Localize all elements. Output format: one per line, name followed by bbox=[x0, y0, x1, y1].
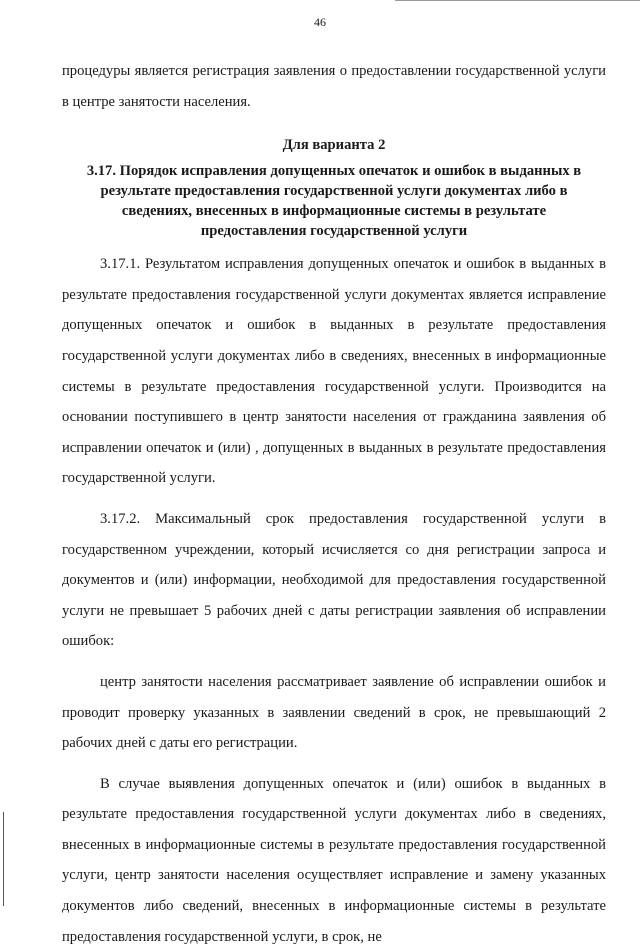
paragraph-correction-case: В случае выявления допущенных опечаток и (или) ошибок в выданных в результате предоставления государственной услуги документах либо в сведениях, внесенных в информационные системы в результате предоставления государственной услуги, центр занятости населения осуществляет исправление и замену указанных документов либо сведений, внесенных в информационные системы в результате предоставления государственной услуги, в срок, не bbox=[62, 775, 606, 945]
variant-title: Для варианта 2 bbox=[282, 137, 386, 154]
document-body bbox=[62, 56, 606, 952]
paragraph-review-term: центр занятости населения рассматривает заявление об исправлении ошибок и проводит проверку указанных в заявлении сведений в срок, не превышающий 2 рабочих дней с даты его регистрации. bbox=[62, 673, 606, 752]
section-heading: 3.17. Порядок исправления допущенных опечаток и ошибок в выданных в результате предоставления государственной услуги документах либо в сведениях, внесенных в информационные системы в результате предоставления государственной услуги bbox=[86, 163, 582, 240]
paragraph-3-17-1: 3.17.1. Результатом исправления допущенных опечаток и ошибок в выданных в результате предоставления государственной услуги документах является исправление допущенных опечаток и ошибок в выданных в результате предоставления государственной услуги документах либо в сведениях, внесенных в информационные системы в результате предоставления государственной услуги. Производится на основании поступившего в центр занятости населения от гражданина заявления об исправлении опечаток и (или) , допущенных в выданных в результате предоставления государственной услуги. bbox=[62, 256, 606, 487]
scan-margin-line bbox=[3, 812, 4, 906]
scan-edge-mark bbox=[395, 0, 640, 1]
intro-paragraph: процедуры является регистрация заявления о предоставлении государственной услуги в центре занятости населения. bbox=[62, 63, 606, 110]
paragraph-3-17-2: 3.17.2. Максимальный срок предоставления государственной услуги в государственном учреждении, который исчисляется со дня регистрации запроса и документов и (или) информации, необходимой для предоставления государственной услуги не превышает 5 рабочих дней с даты регистрации заявления об исправлении ошибок: bbox=[62, 510, 606, 650]
page-number: 46 bbox=[314, 15, 326, 29]
